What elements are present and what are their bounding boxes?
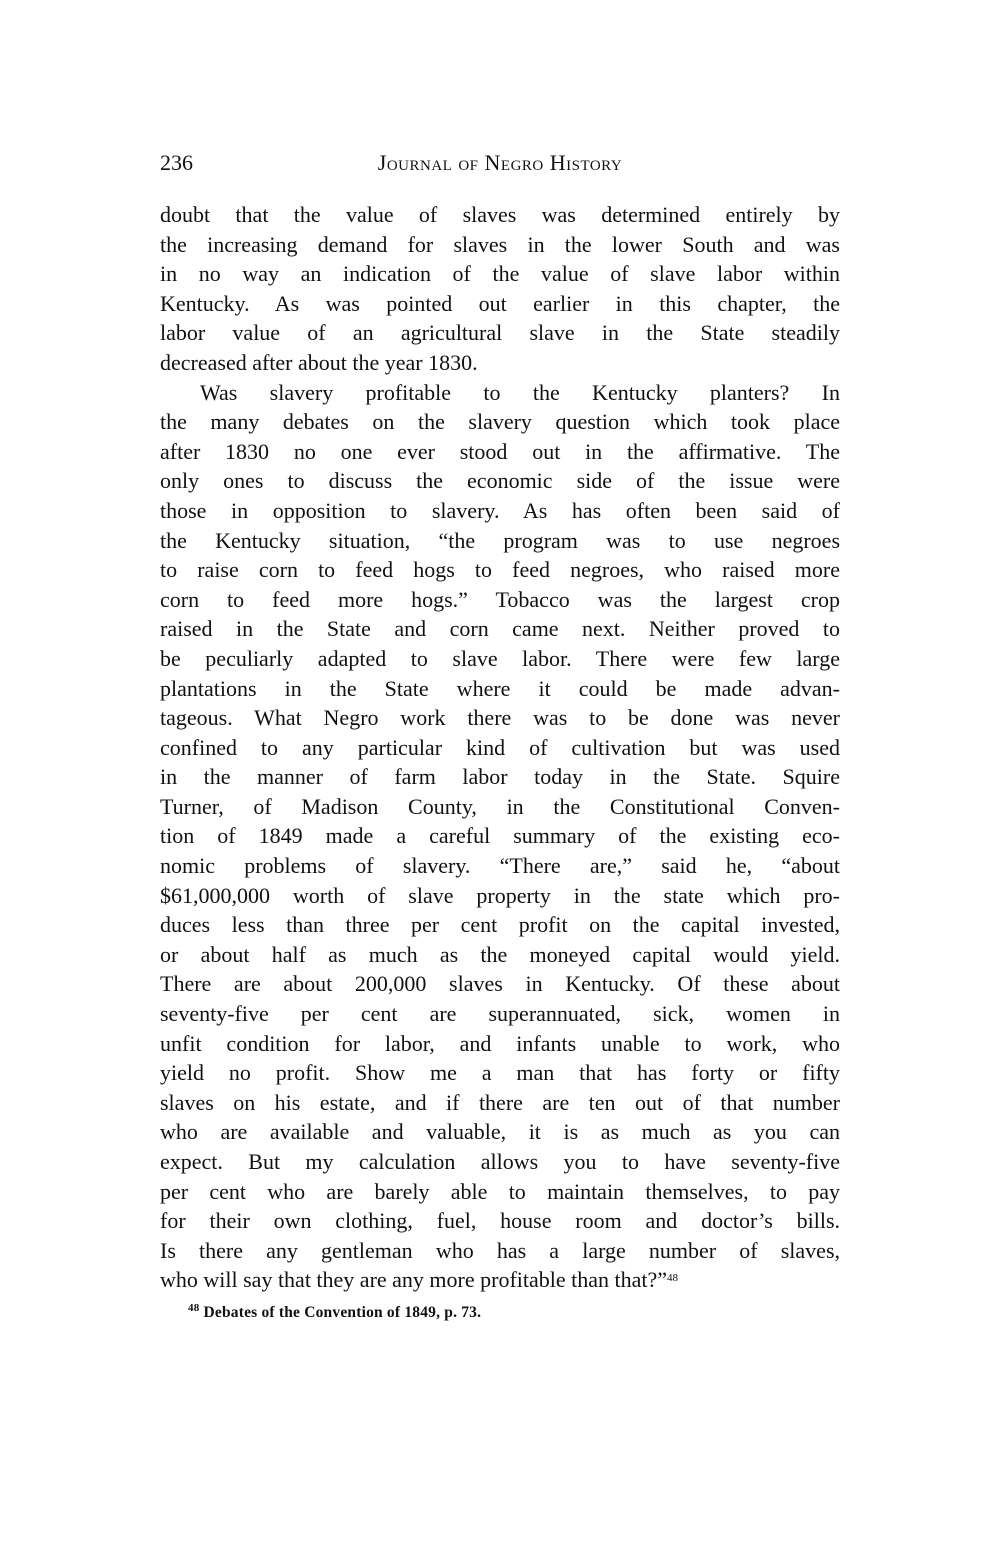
running-head: Journal of Negro History (377, 150, 623, 175)
text-line: nomic problems of slavery. “There are,” said he, “about (160, 853, 840, 879)
text-line: in the manner of farm labor today in the State. Squire (160, 764, 840, 790)
text-line: tion of 1849 made a careful summary of the existing eco- (160, 823, 840, 849)
page-header (160, 150, 840, 180)
text-line: seventy-five per cent are superannuated, sick, women in (160, 1001, 840, 1027)
text-line: or about half as much as the moneyed capital would yield. (160, 941, 840, 967)
text-line: who are available and valuable, it is as much as you can (160, 1119, 840, 1145)
text-line: Kentucky. As was pointed out earlier in this chapter, the (160, 290, 840, 316)
text-line: the increasing demand for slaves in the lower South and was (160, 231, 840, 257)
text-line: per cent who are barely able to maintain themselves, to pay (160, 1178, 840, 1204)
paragraph-end-line (160, 1265, 840, 1295)
text-line: confined to any particular kind of cultivation but was used (160, 734, 840, 760)
text-line: Is there any gentleman who has a large number of slaves, (160, 1237, 840, 1263)
text-line: Turner, of Madison County, in the Constitutional Conven- (160, 793, 840, 819)
paragraph-end-line: decreased after about the year 1830. (160, 349, 478, 375)
text-line-content: who will say that they are any more profitable than that?” (160, 1267, 668, 1293)
text-line: corn to feed more hogs.” Tobacco was the largest crop (160, 586, 840, 612)
text-line: plantations in the State where it could be made advan- (160, 675, 840, 701)
footnote (188, 1304, 481, 1322)
footnote-text: Debates of the Convention of 1849, p. 73. (203, 1304, 482, 1321)
text-line: tageous. What Negro work there was to be done was never (160, 705, 840, 731)
text-line: doubt that the value of slaves was determined entirely by (160, 202, 840, 227)
text-line: expect. But my calculation allows you to have seventy-five (160, 1149, 840, 1174)
text-line: in no way an indication of the value of slave labor within (160, 261, 840, 287)
footnote-number: 48 (188, 1302, 200, 1314)
text-line: There are about 200,000 slaves in Kentucky. Of these about (160, 971, 840, 997)
text-line: duces less than three per cent profit on the capital invested, (160, 912, 840, 938)
text-line: the Kentucky situation, “the program was to use negroes (160, 527, 840, 553)
text-line: to raise corn to feed hogs to feed negroes, who raised more (160, 557, 840, 583)
body-text (160, 200, 840, 1295)
text-line: be peculiarly adapted to slave labor. There were few large (160, 645, 840, 671)
text-line: the many debates on the slavery question which took place (160, 409, 840, 435)
text-line: after 1830 no one ever stood out in the affirmative. The (160, 438, 840, 464)
text-line: unfit condition for labor, and infants unable to work, who (160, 1030, 840, 1056)
footnote-reference[interactable]: 48 (667, 1272, 679, 1285)
text-line: for their own clothing, fuel, house room and doctor’s bills. (160, 1208, 840, 1234)
text-line: $61,000,000 worth of slave property in the state which pro- (160, 882, 840, 908)
text-line: slaves on his estate, and if there are ten out of that number (160, 1089, 840, 1115)
paragraph-start-line: Was slavery profitable to the Kentucky planters? In (200, 379, 840, 405)
text-line: yield no profit. Show me a man that has forty or fifty (160, 1060, 840, 1086)
page-number: 236 (160, 150, 193, 175)
text-line: raised in the State and corn came next. Neither proved to (160, 616, 840, 642)
text-line: those in opposition to slavery. As has often been said of (160, 497, 840, 523)
text-line: labor value of an agricultural slave in the State steadily (160, 320, 840, 346)
text-line: only ones to discuss the economic side of the issue were (160, 468, 840, 494)
